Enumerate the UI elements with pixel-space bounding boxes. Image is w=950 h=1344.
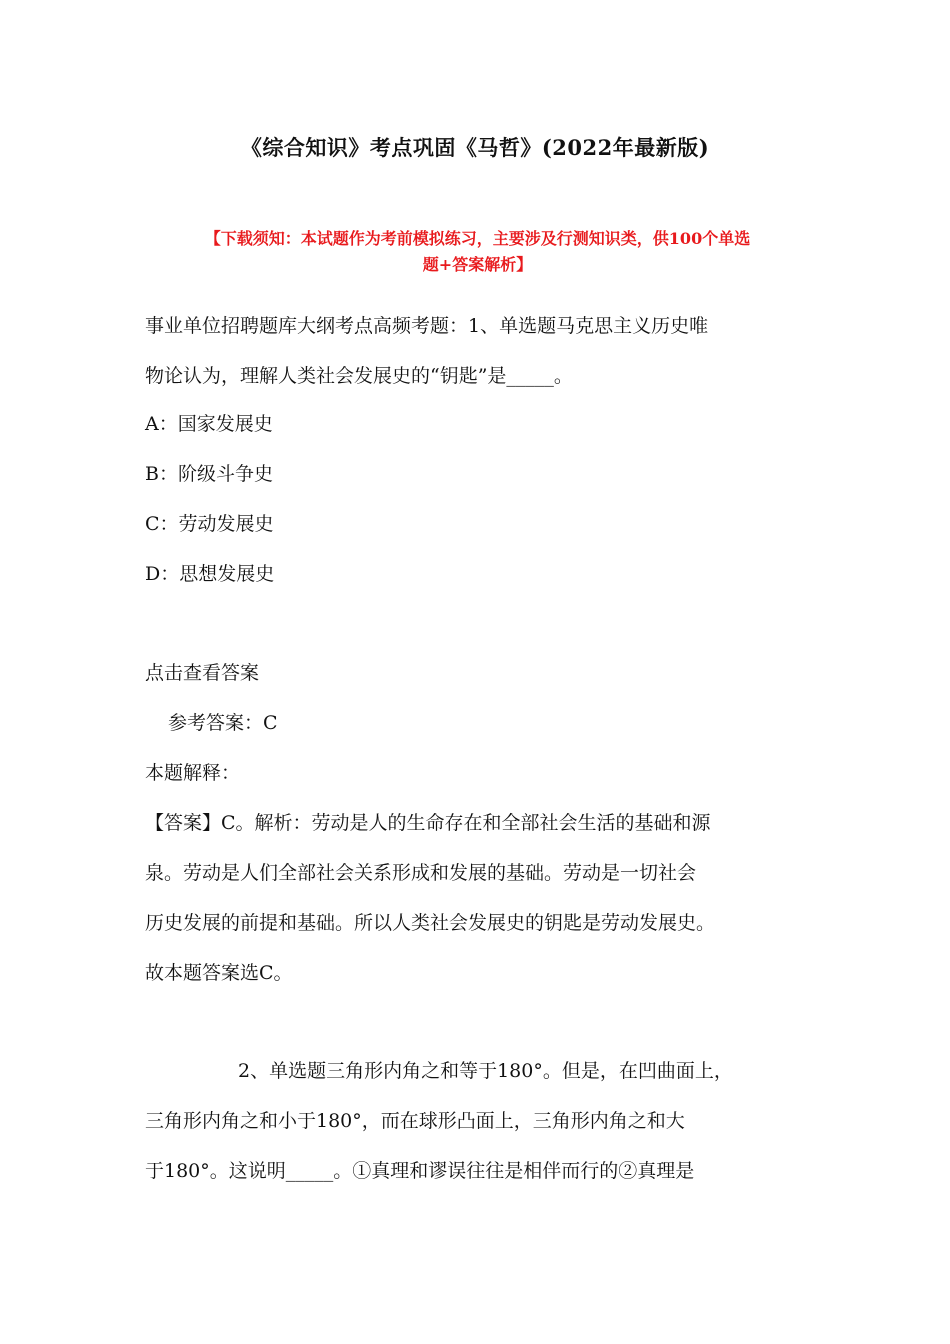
question-1-explanation: [145, 798, 825, 998]
download-notice-line: 【下载须知：本试题作为考前模拟练习，主要涉及行测知识类，供100个单选: [204, 229, 751, 248]
option-c: C：劳动发展史: [145, 513, 274, 535]
option-a: A：国家发展史: [145, 413, 273, 435]
explanation-line: 泉。劳动是人们全部社会关系形成和发展的基础。劳动是一切社会: [145, 862, 697, 884]
question-2-stem-line: 2、单选题三角形内角之和等于180°。但是，在凹曲面上，: [238, 1060, 733, 1082]
page-title: 《综合知识》考点巩固《马哲》(2022年最新版): [240, 135, 710, 160]
download-notice-line: 题+答案解析】: [422, 255, 533, 274]
question-stem-line: 三角形内角之和小于180°，而在球形凸面上，三角形内角之和大: [145, 1110, 685, 1132]
view-answer-link[interactable]: 点击查看答案: [145, 662, 260, 684]
question-stem-line: 于180°。这说明_____。①真理和谬误往往是相伴而行的②真理是: [145, 1160, 695, 1182]
explanation-heading: 本题解释：: [145, 762, 241, 784]
reference-answer: 参考答案：C: [168, 712, 278, 734]
download-notice: [145, 226, 810, 278]
option-d: D：思想发展史: [145, 563, 275, 585]
explanation-line: 故本题答案选C。: [145, 962, 293, 984]
question-2-stem: [145, 1096, 825, 1196]
question-1-stem: [145, 301, 825, 401]
option-b: B：阶级斗争史: [145, 463, 273, 485]
question-stem-line: 物论认为，理解人类社会发展史的“钥匙”是_____。: [145, 365, 573, 387]
explanation-line: 历史发展的前提和基础。所以人类社会发展史的钥匙是劳动发展史。: [145, 912, 716, 934]
question-stem-line: 事业单位招聘题库大纲考点高频考题：1、单选题马克思主义历史唯: [145, 315, 709, 337]
explanation-line: 【答案】C。解析：劳动是人的生命存在和全部社会生活的基础和源: [145, 812, 711, 834]
